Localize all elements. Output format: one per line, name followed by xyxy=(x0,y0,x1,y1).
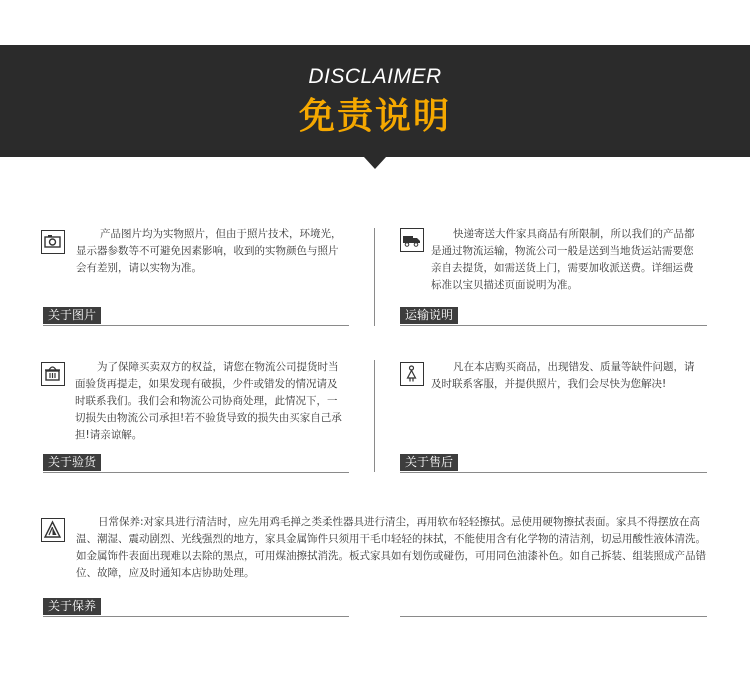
maintenance-divider-right xyxy=(400,616,707,617)
maintenance-divider-left xyxy=(43,616,349,617)
photos-divider xyxy=(43,325,349,326)
banner-pointer xyxy=(364,157,386,169)
shipping-divider xyxy=(400,325,707,326)
shipping-text: 快递寄送大件家具商品有所限制，所以我们的产品都是通过物流运输，物流公司一般是送到当地货运站需要您亲自去提货，如需送货上门，需要加收派送费。详细运费标准以宝贝描述页面说明为准。 xyxy=(431,228,695,291)
warning-icon xyxy=(41,518,65,542)
column-divider-1 xyxy=(374,228,375,326)
after-sales-divider xyxy=(400,472,707,473)
maintenance-text: 日常保养:对家具进行清洁时，应先用鸡毛掸之类柔性器具进行清尘，再用软布轻轻擦拭。忌使用硬物擦拭表面。家具不得摆放在高温、潮湿、震动剧烈、光线强烈的地方，家具金属饰件只须用干毛巾轻轻的抹拭，不能使用含有化学物的清洁剂，切忌用酸性液体清洗。如金属饰件表面出现难以去除的黑点，可用煤油擦拭消洗。板式家具如有划伤或碰伤，可用同色油漆补色。如自己拆装、组装照成产品错位、故障，应及时通知本店协助处理。 xyxy=(76,516,706,579)
shipping-label: 运输说明 xyxy=(400,307,458,324)
camera-icon xyxy=(41,230,65,254)
after-sales-label: 关于售后 xyxy=(400,454,458,471)
inspection-divider xyxy=(43,472,349,473)
column-divider-2 xyxy=(374,360,375,472)
after-sales-text: 凡在本店购买商品，出现错发、质量等缺件问题，请及时联系客服，并提供照片，我们会尽快为您解决! xyxy=(431,361,695,390)
truck-icon xyxy=(400,228,424,252)
maintenance-label: 关于保养 xyxy=(43,598,101,615)
inspection-text: 为了保障买卖双方的权益，请您在物流公司提货时当面验货再提走，如果发现有破损，少件或错发的情况请及时联系我们。我们会和物流公司协商处理，此情况下，一切损失由物流公司承担!若不验货导致的损失由买家自己承担!请亲谅解。 xyxy=(75,361,342,441)
inspection-label: 关于验货 xyxy=(43,454,101,471)
person-icon xyxy=(400,362,424,386)
title-english: DISCLAIMER xyxy=(308,65,442,88)
photos-text: 产品图片均为实物照片，但由于照片技术，环境光，显示器参数等不可避免因素影响，收到的实物颜色与照片会有差别，请以实物为准。 xyxy=(76,228,342,274)
title-chinese: 免责说明 xyxy=(298,96,451,137)
basket-icon xyxy=(41,362,65,386)
photos-label: 关于图片 xyxy=(43,307,101,324)
